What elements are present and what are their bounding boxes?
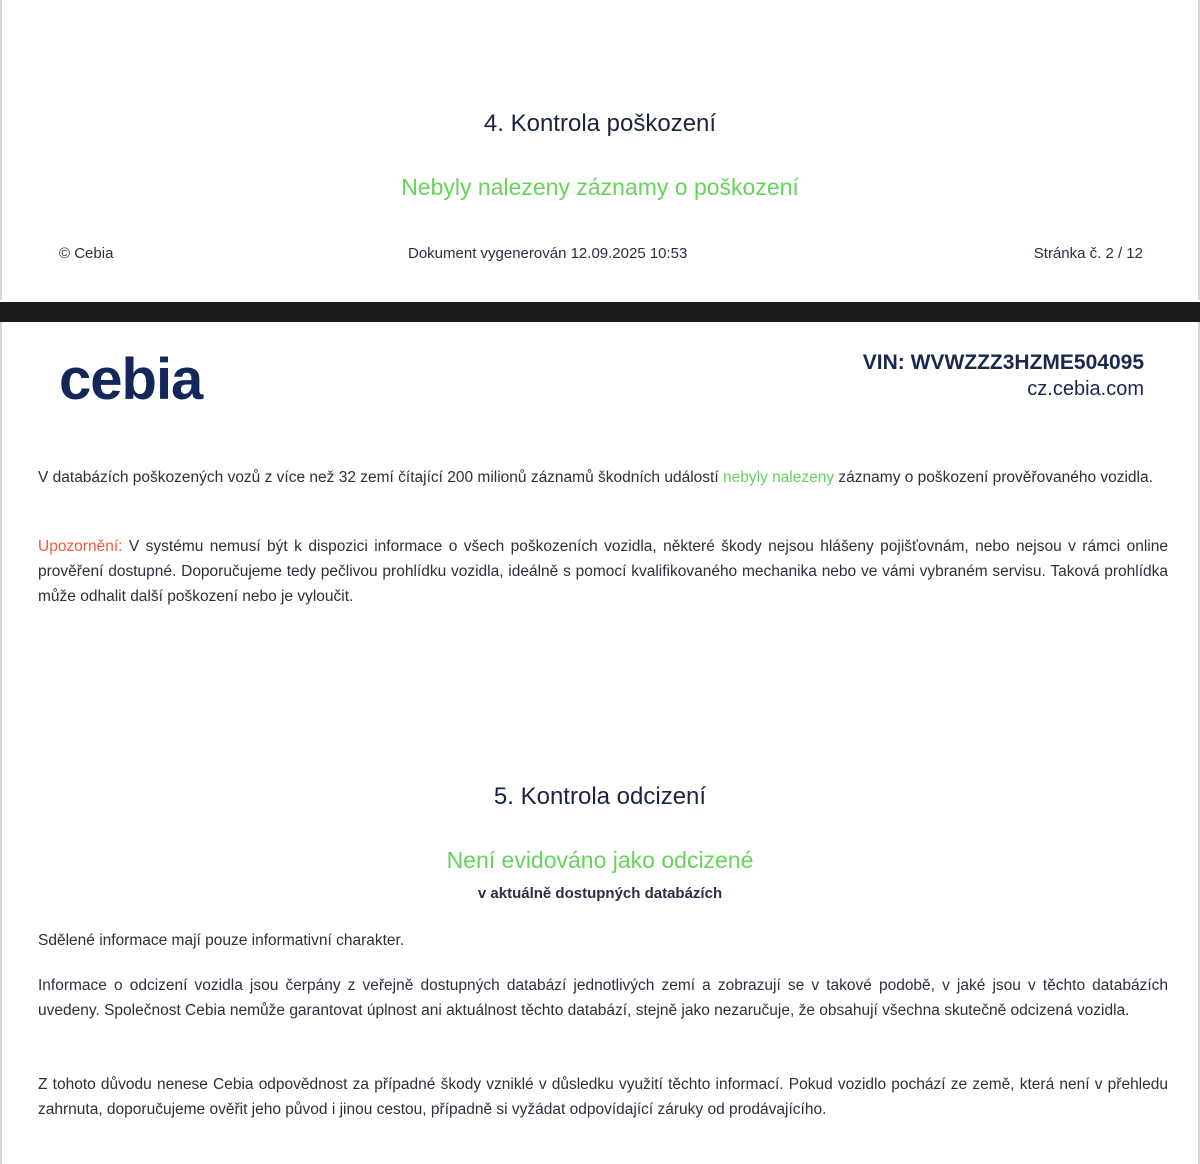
theft-paragraph-3: Z tohoto důvodu nenese Cebia odpovědnost za případné škody vzniklé v důsledku využití těchto informací. Pokud vozidlo pochází ze země, která není v přehledu zahrnuta, doporučujeme ověřit jeho původ i jinou cestou, případně si vyžádat odpovídající záruky od prodávajícího. — [38, 1076, 1168, 1118]
vin-number: VIN: WVWZZZ3HZME504095 — [862, 351, 1144, 374]
site-url: cz.cebia.com — [1027, 378, 1144, 400]
footer-page-number: Stránka č. 2 / 12 — [1033, 245, 1143, 262]
theft-paragraph-2: Informace o odcizení vozidla jsou čerpány z veřejně dostupných databází jednotlivých zemí a zobrazují se v takové podobě, v jaké jsou v těchto databázích uvedeny. Společnost Cebia nemůže garantovat úplnost ani aktuálnost těchto databází, stejně jako nezaručuje, že obsahují všechna skutečně odcizená vozidla. — [38, 977, 1168, 1019]
warning-label: Upozornění: — [38, 538, 123, 555]
damage-summary-text: V databázích poškozených vozů z více než 32 zemí čítající 200 milionů záznamů škodních událostí — [38, 469, 723, 486]
damage-highlight: nebyly nalezeny — [722, 469, 835, 486]
cebia-logo: cebia — [59, 347, 203, 412]
theft-status: Není evidováno jako odcizené — [446, 847, 754, 873]
page-footer — [59, 245, 1143, 267]
vin-block — [863, 350, 1144, 402]
footer-generated: Dokument vygenerován 12.09.2025 10:53 — [408, 245, 688, 262]
warning-text: V systému nemusí být k dispozici informace o všech poškozeních vozidla, některé škody nejsou hlášeny pojišťovnám, nebo nejsou v rámci online prověření dostupné. Doporučujeme tedy pečlivou prohlídku vozidla, ideálně s pomocí kvalifikovaného mechanika nebo ve vámi vybraném servisu. Taková prohlídka může odhalit další poškození nebo je vyloučit. — [38, 538, 1168, 605]
theft-paragraph-1: Sdělené informace mají pouze informativní charakter. — [38, 932, 405, 949]
current-page — [0, 322, 1200, 1164]
damage-status: Nebyly nalezeny záznamy o poškození — [401, 174, 799, 200]
damage-summary — [38, 465, 1168, 490]
section-title-theft: 5. Kontrola odcizení — [493, 783, 707, 810]
footer-copyright: © Cebia — [59, 245, 114, 262]
section-title-damage: 4. Kontrola poškození — [483, 110, 717, 137]
damage-warning — [38, 534, 1168, 609]
theft-substatus: v aktuálně dostupných databázích — [477, 885, 723, 902]
previous-page — [0, 0, 1200, 300]
page-separator — [0, 302, 1200, 322]
damage-summary-end: záznamy o poškození prověřovaného vozidla. — [834, 469, 1153, 486]
